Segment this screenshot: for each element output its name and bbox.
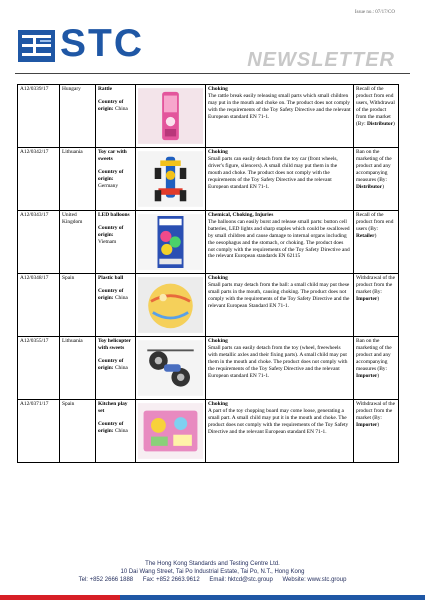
product-photo-cell [136, 148, 206, 211]
origin-label: Country of origin: [98, 357, 124, 371]
header-rule [15, 73, 410, 74]
product-cell [96, 211, 136, 274]
product-photo [138, 86, 203, 146]
footer-band-accent [0, 595, 120, 600]
measure-by: Importer [356, 421, 378, 428]
product-name: Kitchen play set [98, 401, 128, 414]
alert-row [18, 400, 399, 463]
measure-cell [354, 337, 399, 400]
alert-reference: A12/0355/17 [18, 337, 60, 400]
risk-type: Choking [208, 275, 228, 281]
risk-description: The balloons can easily burst and release small parts: button cell batteries, LED lights and sharp staples which could be swallowed by small children and cause damage to internal organs including the oesophagus and the stomach, or choking. The product does not comply with the requirements of the Toy Safety Directive and the relevant European standards EN 62115 [208, 218, 350, 260]
alert-reference: A12/0342/17 [18, 148, 60, 211]
footer-address: 10 Dai Wang Street, Tai Po Industrial Estate, Tai Po, N.T., Hong Kong [120, 569, 305, 576]
product-photo [138, 212, 203, 272]
risk-cell [206, 211, 354, 274]
risk-cell [206, 274, 354, 337]
product-origin [98, 358, 133, 372]
footer-email[interactable]: Email: hktcd@stc.group [209, 577, 273, 584]
measure-end: ) [377, 372, 380, 379]
measure-text: Recall of the product from end users (By: [356, 212, 394, 232]
measure-cell [354, 211, 399, 274]
measure-text: Withdrawal of the product from the market (By: [356, 275, 396, 295]
alert-reference: A12/0348/17 [18, 274, 60, 337]
origin-country: China [114, 294, 128, 301]
origin-label: Country of origin: [98, 224, 124, 238]
origin-label: Country of origin: [98, 287, 124, 301]
measure-text: Recall of the product from end users, Withdrawal of the product from the market (By: [356, 86, 395, 127]
footer-fax: Fax: +852 2663.9612 [142, 577, 200, 584]
measure-by: Retailer [356, 232, 375, 239]
product-photo [138, 401, 203, 461]
product-origin [98, 421, 133, 435]
measure-end: ) [377, 421, 380, 428]
product-cell [96, 274, 136, 337]
footer-tel: Tel: +852 2666 1888 [78, 577, 134, 584]
product-photo [138, 149, 203, 209]
footer-company: The Hong Kong Standards and Testing Centre Ltd. [145, 561, 280, 567]
measure-cell [354, 400, 399, 463]
measure-cell [354, 274, 399, 337]
product-origin [98, 169, 133, 190]
product-cell [96, 148, 136, 211]
risk-description: Small parts can easily detach from the toy car (front wheels, driver's figure, silencers). A small child may put them in the mouth and choke. The product does not comply with the requirements of the Toy Safety Directive and the relevant European standard EN 71-1. [208, 155, 338, 190]
origin-country: Germany [98, 182, 119, 189]
measure-cell [354, 85, 399, 148]
product-origin [98, 99, 133, 113]
measure-text: Ban on the marketing of the product and any accompanying measures (By: [356, 149, 392, 183]
measure-end: ) [377, 295, 380, 302]
product-name: Toy car with sweets [98, 149, 127, 162]
measure-end: ) [382, 183, 384, 190]
origin-country: China [114, 364, 128, 371]
alert-country: Lithuania [60, 148, 96, 211]
risk-description: The rattle break easily releasing small parts which small children may put in the mouth and choke on. The product does not comply with the requirements of the Toy Safety Directive and the relevant European standard EN 71-1. [208, 92, 351, 120]
product-cell [96, 337, 136, 400]
footer-website[interactable]: Website: www.stc.group [282, 577, 347, 584]
product-name: Plastic ball [98, 275, 124, 281]
measure-by: Importer [356, 372, 378, 379]
product-photo [138, 338, 203, 398]
alert-country: Lithuania [60, 337, 96, 400]
product-name: Rattle [98, 86, 113, 92]
measure-text: Ban on the marketing of the product and any accompanying measures (By: [356, 338, 392, 372]
alert-reference: A12/0339/17 [18, 85, 60, 148]
origin-label: Country of origin: [98, 98, 124, 112]
risk-type: Choking [208, 149, 228, 155]
risk-cell [206, 85, 354, 148]
risk-description: Small parts can easily detach from the toy (wheel, freewheels with metallic axles and their fixing parts). A small child may put them in the mouth and choke. The product does not comply with the requirements of the Toy Safety Directive and the relevant European standard EN 71-1. [208, 344, 348, 379]
product-photo-cell [136, 337, 206, 400]
alert-country: Spain [60, 400, 96, 463]
origin-country: China [114, 427, 128, 434]
product-photo-cell [136, 400, 206, 463]
risk-description: A part of the toy chopping board may come loose, generating a small part. A small child may put it in the mouth and choke. The product does not comply with the requirements of the Toy Safety Directive and the relevant European standard EN 71-1. [208, 407, 349, 435]
product-photo-cell [136, 85, 206, 148]
alert-row [18, 274, 399, 337]
product-cell [96, 400, 136, 463]
risk-cell [206, 148, 354, 211]
product-photo [138, 275, 203, 335]
risk-cell [206, 400, 354, 463]
origin-label: Country of origin: [98, 168, 124, 182]
measure-text: Withdrawal of the product from the market (By: [356, 401, 396, 421]
origin-label: Country of origin: [98, 420, 124, 434]
alert-row [18, 211, 399, 274]
measure-end: ) [374, 232, 377, 239]
measure-by: Distributor [366, 120, 394, 127]
alert-reference: A12/0343/17 [18, 211, 60, 274]
alert-reference: A12/0371/17 [18, 400, 60, 463]
alert-country: Hungary [60, 85, 96, 148]
product-origin [98, 225, 133, 246]
product-name: Toy helicopter with sweets [98, 338, 131, 351]
product-photo-cell [136, 274, 206, 337]
measure-cell [354, 148, 399, 211]
footer [0, 560, 425, 584]
measure-by: Importer [356, 295, 378, 302]
logo-text: STC [60, 22, 144, 65]
stc-logo-mark [18, 30, 55, 62]
product-photo-cell [136, 211, 206, 274]
footer-contacts [0, 576, 425, 584]
newsletter-title: NEWSLETTER [247, 49, 395, 71]
footer-band [0, 595, 425, 600]
origin-country: Vietnam [98, 238, 117, 245]
alert-country: United Kingdom [60, 211, 96, 274]
origin-country: China [114, 105, 128, 112]
alerts-table [17, 84, 399, 463]
measure-end: ) [393, 120, 395, 127]
product-cell [96, 85, 136, 148]
alert-row [18, 148, 399, 211]
risk-type: Choking [208, 401, 228, 407]
alert-row [18, 337, 399, 400]
product-origin [98, 288, 133, 302]
risk-type: Choking [208, 338, 228, 344]
risk-type: Choking [208, 86, 228, 92]
alert-row [18, 85, 399, 148]
risk-cell [206, 337, 354, 400]
alert-country: Spain [60, 274, 96, 337]
issue-number: Issue no.: 07/17/CO [354, 10, 395, 15]
risk-description: Small parts may detach from the ball: a small child may put these small parts in the mouth, causing choking. The product does not comply with the requirements of the Toy Safety Directive and the relevant European Standard EN 71-1. [208, 281, 350, 309]
measure-by: Distributor [356, 183, 383, 190]
product-name: LED balloons [98, 212, 130, 218]
risk-type: Chemical, Choking, Injuries [208, 212, 274, 218]
